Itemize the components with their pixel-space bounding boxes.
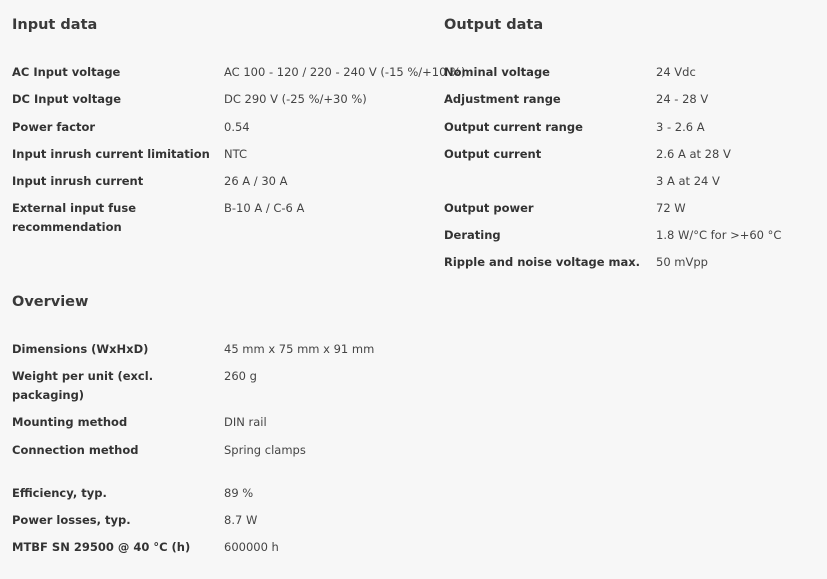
spec-label-dimensions: Dimensions (WxHxD) (12, 342, 149, 356)
spec-label-mtbf: MTBF SN 29500 @ 40 °C (h) (12, 540, 191, 554)
spec-label-fuse-recommendation-line2: recommendation (12, 220, 122, 234)
spec-label-output-current-range: Output current range (444, 120, 583, 134)
spec-value-power-factor: 0.54 (224, 120, 250, 134)
spec-label-power-losses: Power losses, typ. (12, 513, 131, 527)
spec-label-adjustment-range: Adjustment range (444, 92, 561, 106)
spec-value-inrush-limitation: NTC (224, 147, 247, 161)
spec-label-output-current: Output current (444, 147, 542, 161)
spec-value-dc-input-voltage: DC 290 V (-25 %/+30 %) (224, 92, 367, 106)
input-data-title: Input data (12, 17, 98, 33)
spec-value-output-current-28v: 2.6 A at 28 V (656, 147, 731, 161)
spec-value-mtbf: 600000 h (224, 540, 279, 554)
spec-label-output-power: Output power (444, 201, 534, 215)
output-data-title: Output data (444, 17, 544, 33)
spec-value-output-current-range: 3 - 2.6 A (656, 120, 705, 134)
spec-label-weight-line1: Weight per unit (excl. (12, 369, 154, 383)
spec-label-weight-line2: packaging) (12, 388, 85, 402)
spec-value-dimensions: 45 mm x 75 mm x 91 mm (224, 342, 375, 356)
spec-label-mounting-method: Mounting method (12, 415, 128, 429)
spec-label-fuse-recommendation-line1: External input fuse (12, 201, 137, 215)
spec-label-derating: Derating (444, 228, 501, 242)
spec-value-nominal-voltage: 24 Vdc (656, 65, 696, 79)
spec-label-connection-method: Connection method (12, 443, 139, 457)
spec-label-ripple-noise: Ripple and noise voltage max. (444, 255, 641, 269)
spec-value-power-losses: 8.7 W (224, 513, 258, 527)
spec-value-output-current-24v: 3 A at 24 V (656, 174, 720, 188)
spec-value-inrush-current: 26 A / 30 A (224, 174, 288, 188)
spec-label-power-factor: Power factor (12, 120, 96, 134)
spec-label-inrush-limitation: Input inrush current limitation (12, 147, 210, 161)
spec-value-fuse-recommendation: B-10 A / C-6 A (224, 201, 305, 215)
spec-label-efficiency: Efficiency, typ. (12, 486, 107, 500)
spec-label-inrush-current: Input inrush current (12, 174, 144, 188)
spec-label-dc-input-voltage: DC Input voltage (12, 92, 122, 106)
spec-value-ac-input-voltage: AC 100 - 120 / 220 - 240 V (-15 %/+10 %) (224, 65, 466, 79)
spec-value-output-power: 72 W (656, 201, 686, 215)
spec-value-weight: 260 g (224, 369, 257, 383)
spec-value-mounting-method: DIN rail (224, 415, 267, 429)
spec-value-adjustment-range: 24 - 28 V (656, 92, 709, 106)
spec-value-efficiency: 89 % (224, 486, 254, 500)
spec-value-connection-method: Spring clamps (224, 443, 306, 457)
spec-value-ripple-noise: 50 mVpp (656, 255, 708, 269)
spec-value-derating: 1.8 W/°C for >+60 °C (656, 228, 782, 242)
spec-label-nominal-voltage: Nominal voltage (444, 65, 550, 79)
spec-label-ac-input-voltage: AC Input voltage (12, 65, 121, 79)
overview-title: Overview (12, 294, 89, 310)
